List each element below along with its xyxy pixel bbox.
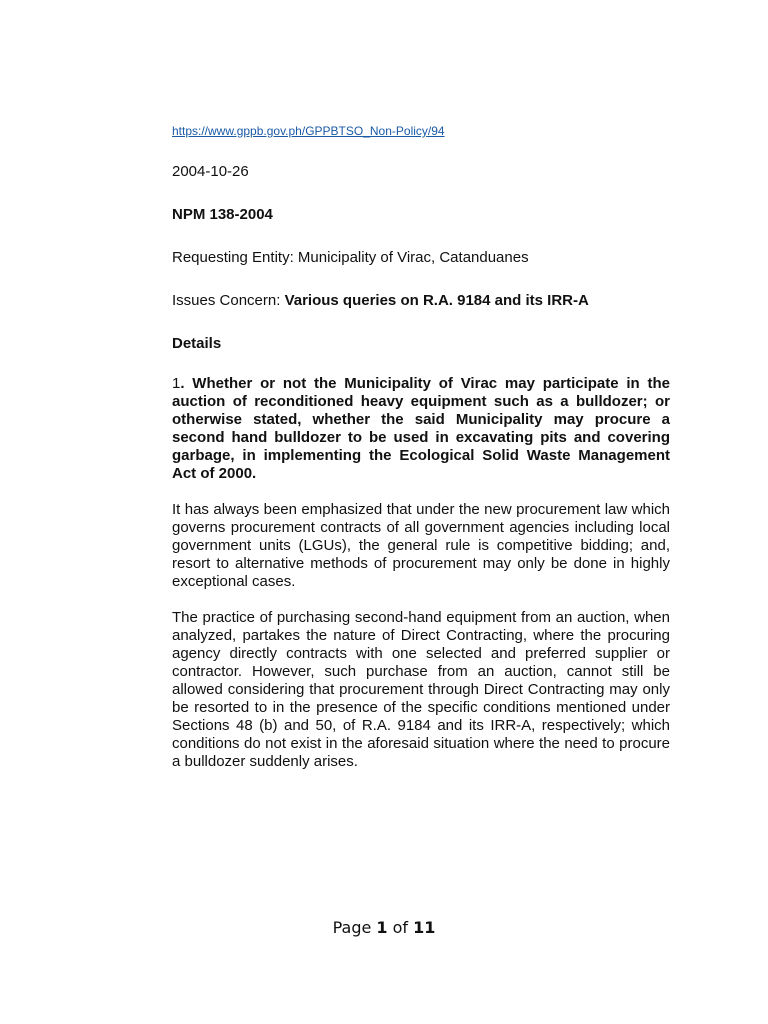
requesting-entity: Requesting Entity: Municipality of Virac, Catanduanes	[172, 249, 529, 266]
issues-value: Various queries on R.A. 9184 and its IRR-A	[284, 292, 589, 309]
issues-concern	[172, 292, 670, 310]
document-body	[172, 122, 670, 789]
document-date: 2004-10-26	[172, 163, 249, 180]
source-link[interactable]: https://www.gppb.gov.ph/GPPBTSO_Non-Policy/94	[172, 124, 445, 138]
of-label: of	[387, 918, 414, 937]
current-page: 1	[376, 918, 388, 937]
question-text: . Whether or not the Municipality of Virac may participate in the auction of reconditioned heavy equipment such as a bulldozer; or otherwise stated, whether the said Municipality may procure a second hand bulldozer to be used in excavating pits and covering garbage, in implementing the Ecological Solid Waste Management Act of 2000.	[172, 375, 670, 482]
question-1	[172, 375, 670, 483]
npm-number: NPM 138-2004	[172, 206, 273, 223]
question-number: 1	[172, 375, 181, 392]
answer-paragraph-2: The practice of purchasing second-hand equipment from an auction, when analyzed, partakes the nature of Direct Contracting, where the procuring agency directly contracts with one selected and preferred supplier or contractor. However, such purchase from an auction, cannot still be allowed considering that procurement through Direct Contracting may only be resorted to in the presence of the specific conditions mentioned under Sections 48 (b) and 50, of R.A. 9184 and its IRR-A, respectively; which conditions do not exist in the aforesaid situation where the need to procure a bulldozer suddenly arises.	[172, 609, 670, 770]
page-footer	[0, 918, 768, 937]
page-label: Page	[332, 918, 377, 937]
details-heading: Details	[172, 335, 222, 352]
issues-label: Issues Concern:	[172, 292, 285, 309]
answer-paragraph-1: It has always been emphasized that under the new procurement law which governs procurement contracts of all government agencies including local government units (LGUs), the general rule is competitive bidding; and, resort to alternative methods of procurement may only be done in highly exceptional cases.	[172, 501, 670, 590]
total-pages: 11	[413, 918, 436, 937]
